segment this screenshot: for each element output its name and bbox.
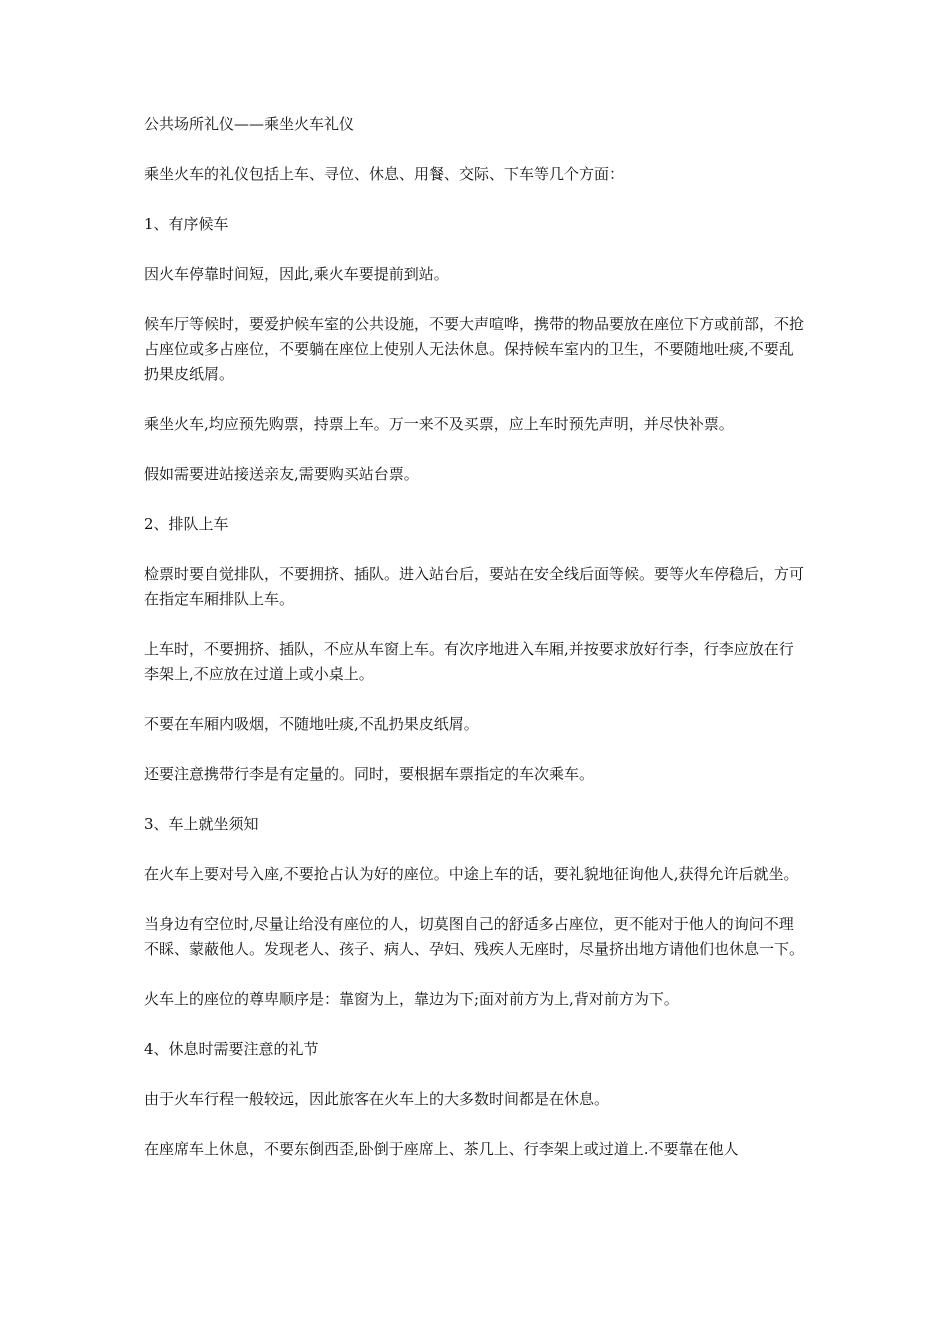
section-heading: 1、有序候车 xyxy=(144,215,229,233)
section-heading: 3、车上就坐须知 xyxy=(144,815,259,833)
body-paragraph: 还要注意携带行李是有定量的。同时，要根据车票指定的车次乘车。 xyxy=(144,765,595,783)
body-paragraph: 由于火车行程一般较远，因此旅客在火车上的大多数时间都是在休息。 xyxy=(144,1090,610,1108)
body-paragraph: 当身边有空位时,尽量让给没有座位的人，切莫图自己的舒适多占座位，更不能对于他人的询问不理不睬、蒙蔽他人。发现老人、孩子、病人、孕妇、残疾人无座时，尽量挤出地方请他们也休息一下。 xyxy=(144,915,805,958)
section-heading: 4、休息时需要注意的礼节 xyxy=(144,1040,319,1058)
body-paragraph: 在座席车上休息，不要东倒西歪,卧倒于座席上、茶几上、行李架上或过道上.不要靠在他人 xyxy=(144,1140,739,1158)
intro-paragraph: 乘坐火车的礼仪包括上车、寻位、休息、用餐、交际、下车等几个方面： xyxy=(144,165,625,183)
body-paragraph: 检票时要自觉排队，不要拥挤、插队。进入站台后，要站在安全线后面等候。要等火车停稳后，方可在指定车厢排队上车。 xyxy=(144,565,805,608)
body-paragraph: 在火车上要对号入座,不要抢占认为好的座位。中途上车的话，要礼貌地征询他人,获得允许后就坐。 xyxy=(144,865,799,883)
body-paragraph: 乘坐火车,均应预先购票，持票上车。万一来不及买票，应上车时预先声明，并尽快补票。 xyxy=(144,415,734,433)
section-heading: 2、排队上车 xyxy=(144,515,229,533)
body-paragraph: 假如需要进站接送亲友,需要购买站台票。 xyxy=(144,465,419,483)
body-paragraph: 上车时，不要拥挤、插队，不应从车窗上车。有次序地进入车厢,并按要求放好行李，行李应放在行李架上,不应放在过道上或小桌上。 xyxy=(144,640,794,683)
body-paragraph: 不要在车厢内吸烟，不随地吐痰,不乱扔果皮纸屑。 xyxy=(144,715,479,733)
body-paragraph: 候车厅等候时，要爱护候车室的公共设施，不要大声喧哗，携带的物品要放在座位下方或前部，不抢占座位或多占座位，不要躺在座位上使别人无法休息。保持候车室内的卫生，不要随地吐痰,不要乱扔果皮纸屑。 xyxy=(144,315,805,383)
body-paragraph: 因火车停靠时间短，因此,乘火车要提前到站。 xyxy=(144,265,449,283)
document-title: 公共场所礼仪——乘坐火车礼仪 xyxy=(144,115,355,133)
document-page xyxy=(144,112,808,1187)
body-paragraph: 火车上的座位的尊卑顺序是：靠窗为上，靠边为下;面对前方为上,背对前方为下。 xyxy=(144,990,679,1008)
